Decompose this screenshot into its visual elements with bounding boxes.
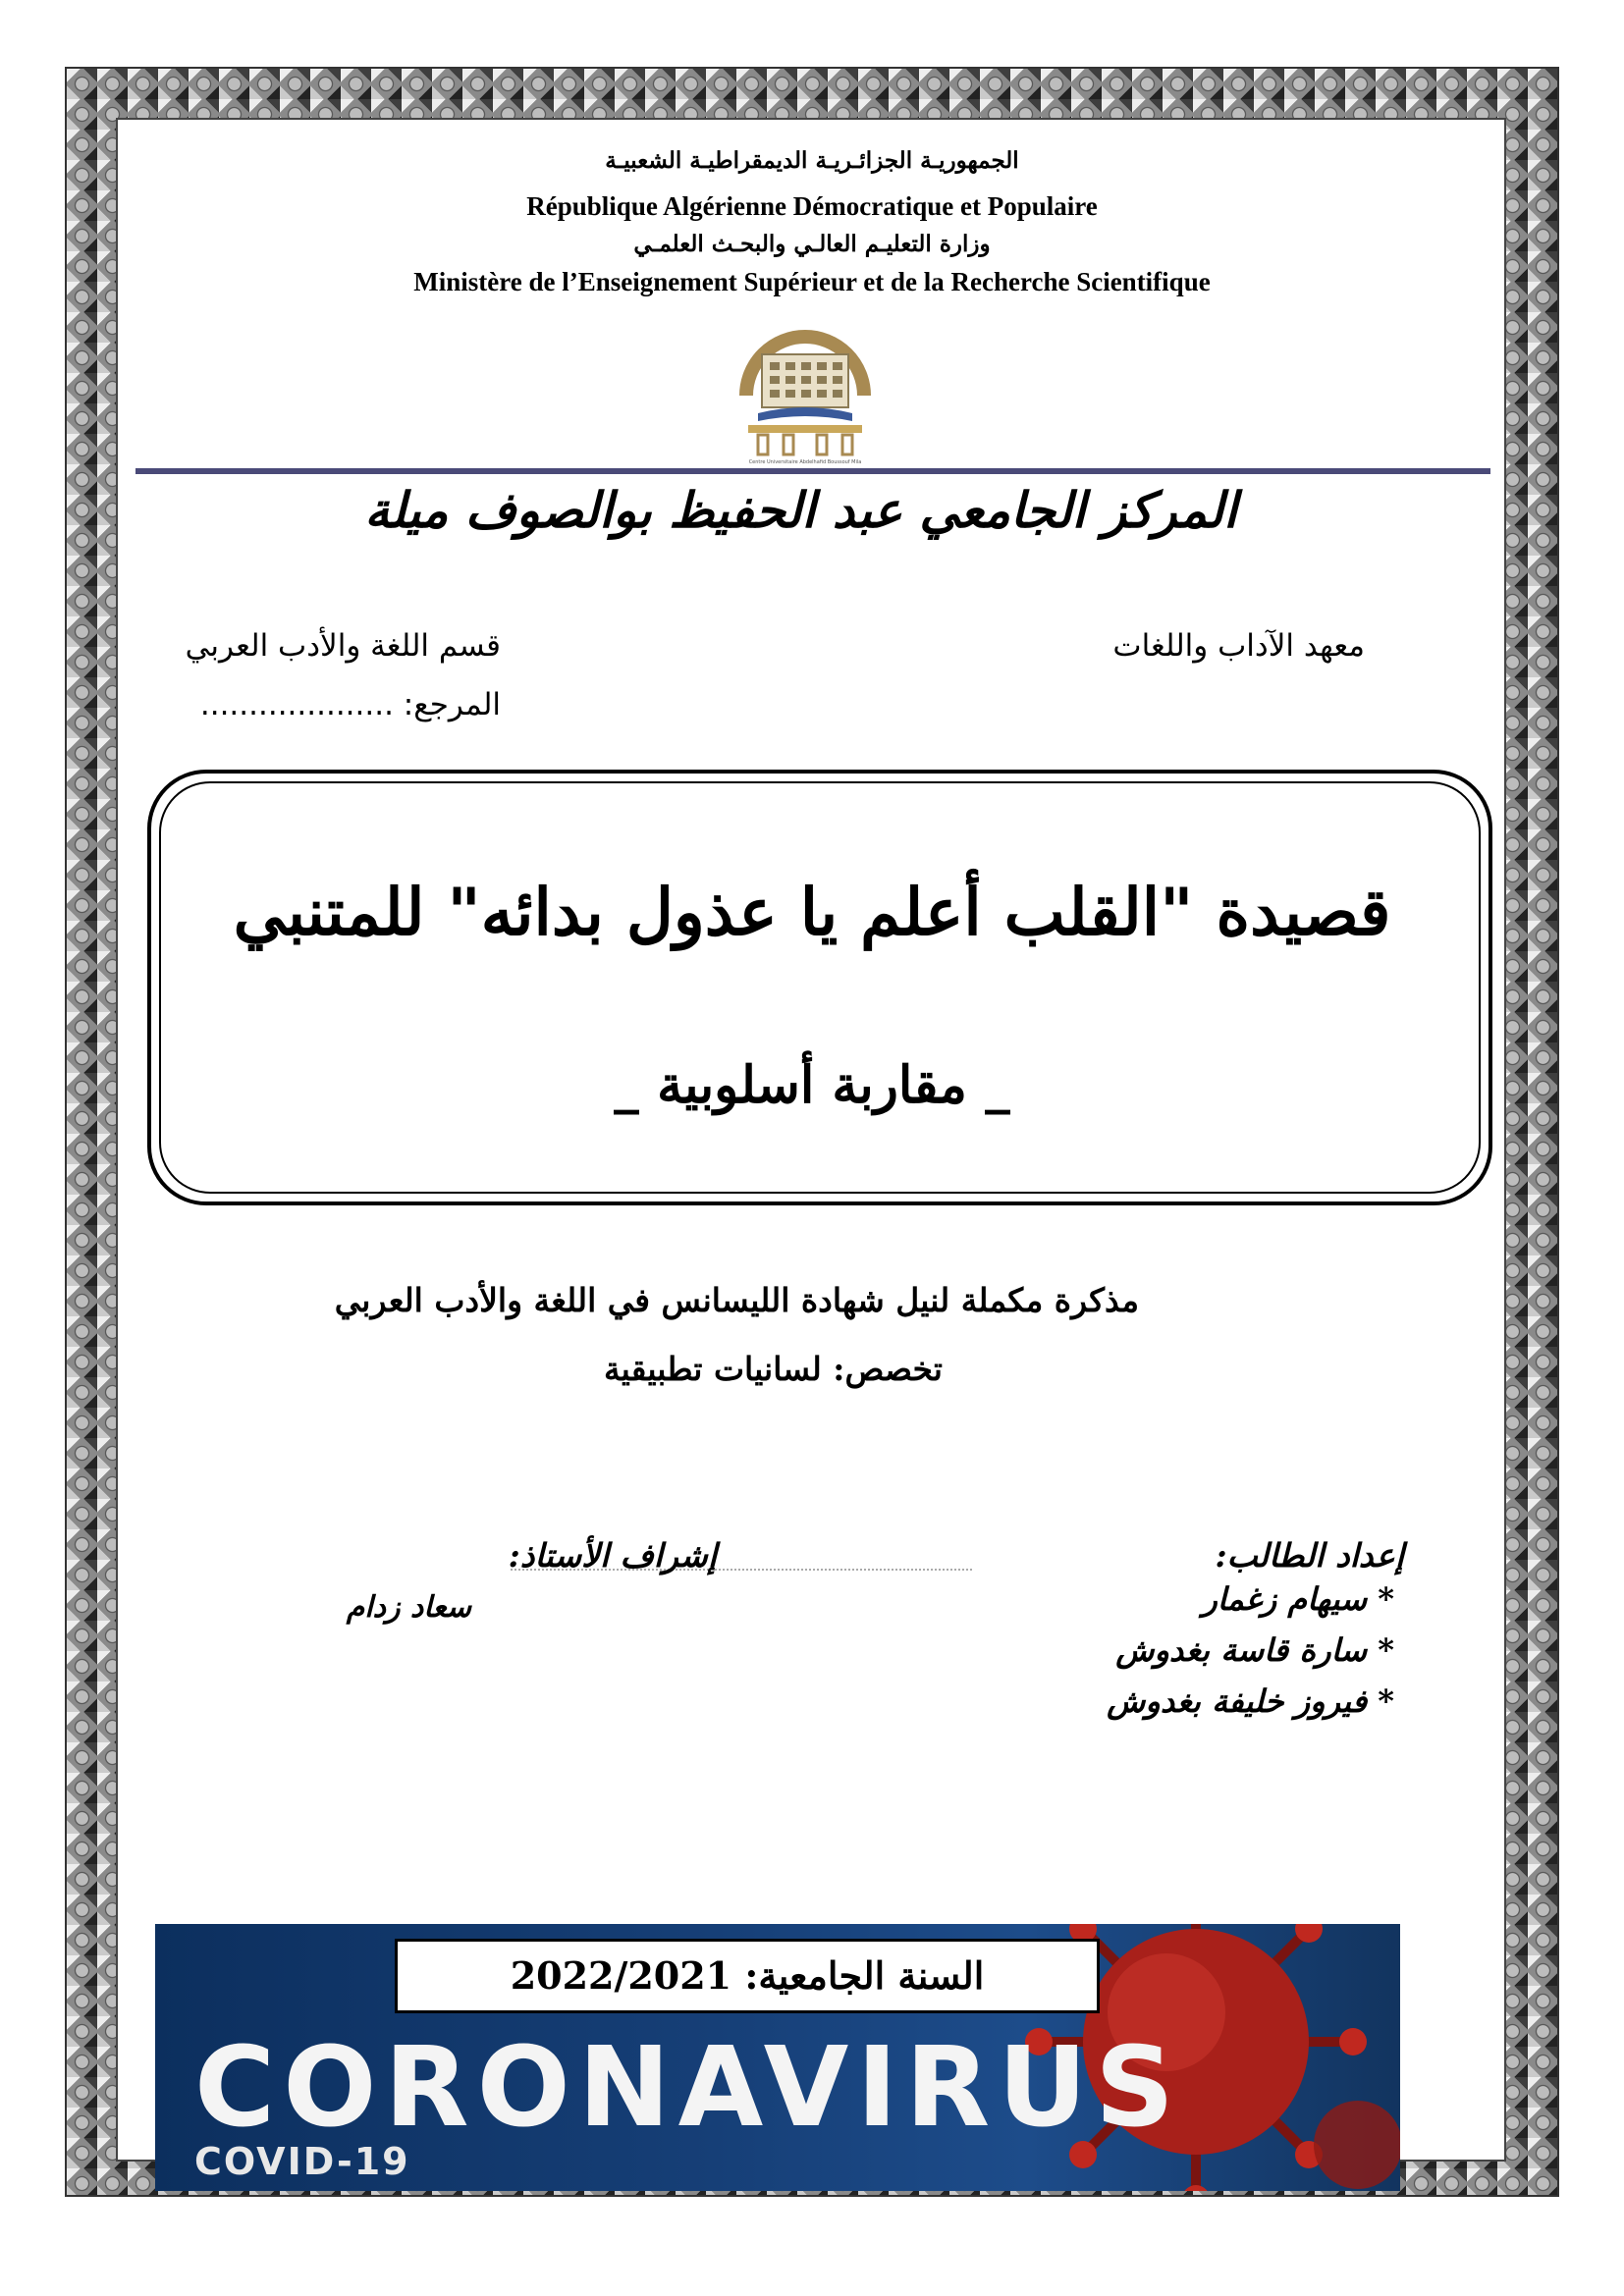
prepared-by-label: إعداد الطالب: bbox=[1215, 1536, 1404, 1575]
university-logo bbox=[729, 319, 882, 466]
supervisor-label: إشراف الأستاذ: bbox=[508, 1536, 717, 1575]
covid-word: COVID-19 bbox=[194, 2140, 410, 2183]
republic-french: République Algérienne Démocratique et Populaire bbox=[526, 191, 1098, 221]
logo-caption: Centre Universitaire Abdelhafid Boussouf Mila bbox=[748, 459, 862, 465]
department-name: قسم اللغة والأدب العربي bbox=[185, 628, 501, 664]
supervisor-name: سعاد زدام bbox=[346, 1590, 471, 1625]
institute-name: معهد الآداب واللغات bbox=[1112, 628, 1365, 664]
title-frame bbox=[147, 770, 1492, 1205]
reference-field: المرجع: .................... bbox=[199, 687, 501, 722]
student-name: * فيروز خليفة بغدوش bbox=[1107, 1682, 1394, 1720]
coronavirus-word: CORONAVIRUS bbox=[194, 2024, 1182, 2152]
thesis-specialty: تخصص: لسانيات تطبيقية bbox=[603, 1350, 943, 1388]
university-name: المركز الجامعي عبد الحفيظ بوالصوف ميلة bbox=[364, 481, 1237, 539]
thesis-title: قصيدة "القلب أعلم يا عذول بدائه" للمتنبي bbox=[233, 874, 1391, 950]
academic-year: السنة الجامعية: 2022/2021 bbox=[395, 1939, 1100, 2013]
ministry-arabic: وزارة التعليـم العالـي والبحـث العلمـي bbox=[633, 231, 991, 257]
header-divider bbox=[135, 468, 1490, 474]
student-name: * سيهام زغمار bbox=[1202, 1580, 1394, 1618]
thesis-subtitle: _ مقاربة أسلوبية _ bbox=[614, 1055, 1010, 1115]
republic-arabic: الجمهوريـة الجزائـريـة الديمقراطيـة الشعبيـة bbox=[605, 147, 1019, 174]
student-name: * سارة قاسة بغدوش bbox=[1115, 1631, 1394, 1669]
ministry-french: Ministère de l’Enseignement Supérieur et de la Recherche Scientifique bbox=[413, 267, 1211, 296]
thesis-purpose: مذكرة مكملة لنيل شهادة الليسانس في اللغة والأدب العربي bbox=[334, 1281, 1139, 1319]
